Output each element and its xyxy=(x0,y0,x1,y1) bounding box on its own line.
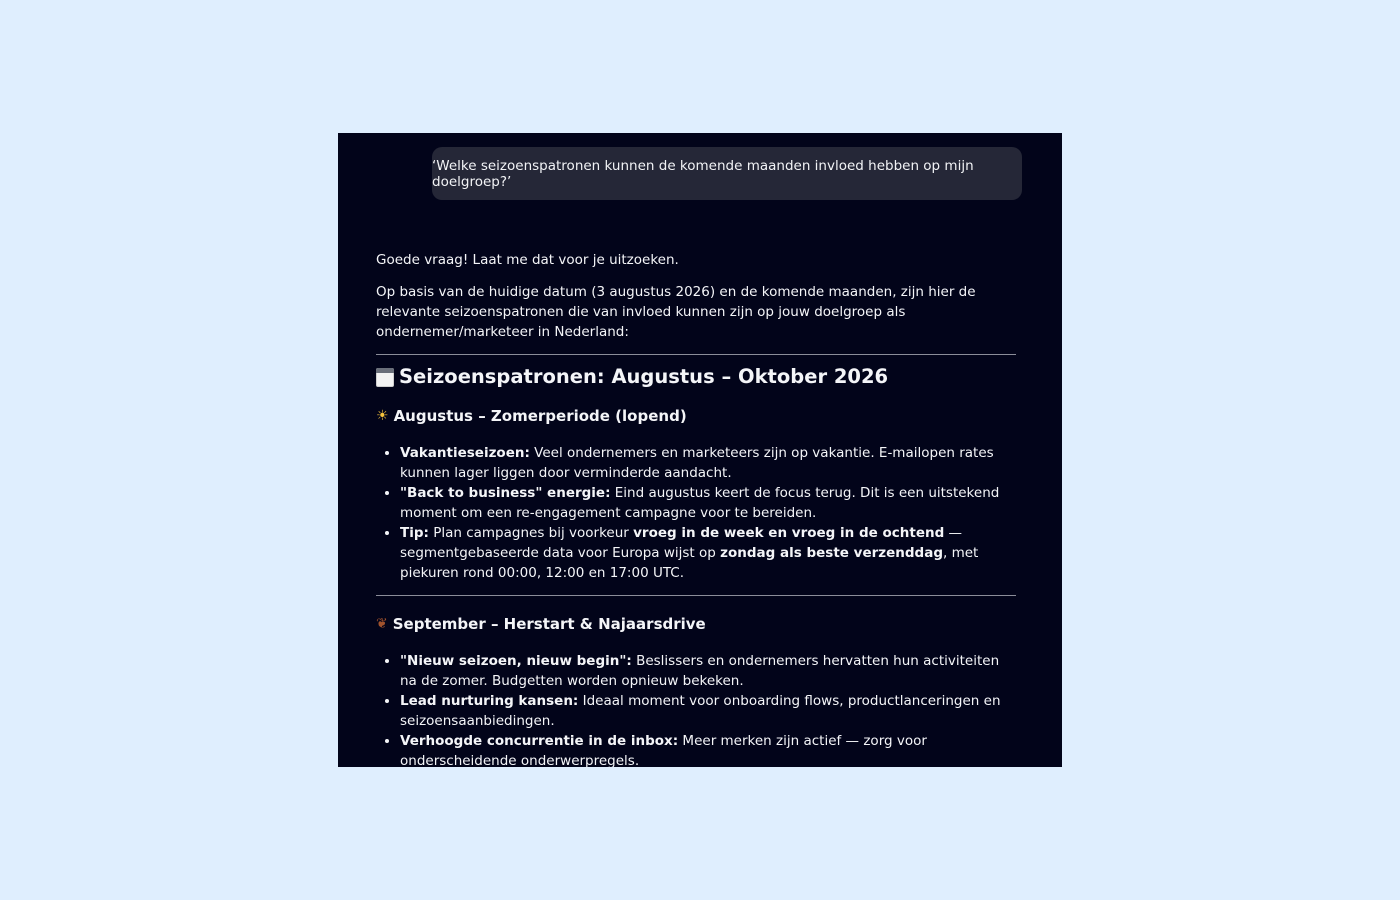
calendar-icon xyxy=(376,368,394,387)
leaf-icon: ❦ xyxy=(376,616,388,632)
section-heading xyxy=(376,365,1016,389)
august-list xyxy=(376,443,1016,583)
sun-icon: ☀ xyxy=(376,408,389,424)
subheading-august-text: Augustus – Zomerperiode (lopend) xyxy=(393,407,687,425)
september-list xyxy=(376,651,1016,767)
divider xyxy=(376,354,1016,355)
reply-context: Op basis van de huidige datum (3 augustus 2026) en de komende maanden, zijn hier de relevante seizoenspatronen die van invloed kunnen zijn op jouw doelgroep als ondernemer/marketeer in Nederland: xyxy=(376,284,976,340)
subheading-september xyxy=(376,614,1016,634)
user-message-bubble xyxy=(432,147,1022,200)
list-item: • Tip: Plan campagnes bij voorkeur vroeg in de week en vroeg in de ochtend — segmentgebaseerde data voor Europa wijst op zondag als beste verzenddag, met piekuren rond 00:00, 12:00 en 17:00 UTC. xyxy=(400,523,1016,583)
subheading-september-text: September – Herstart & Najaarsdrive xyxy=(392,615,706,633)
assistant-reply xyxy=(376,250,1016,767)
list-item: • Lead nurturing kansen: Ideaal moment voor onboarding flows, productlanceringen en seizoensaanbiedingen. xyxy=(400,691,1016,731)
subheading-august xyxy=(376,406,1016,426)
list-item: • Verhoogde concurrentie in de inbox: Meer merken zijn actief — zorg voor onderscheidende onderwerpregels. xyxy=(400,731,1016,767)
reply-intro: Goede vraag! Laat me dat voor je uitzoeken. xyxy=(376,252,679,268)
list-item: • "Nieuw seizoen, nieuw begin": Beslissers en ondernemers hervatten hun activiteiten na de zomer. Budgetten worden opnieuw bekeken. xyxy=(400,651,1016,691)
heading-text: Seizoenspatronen: Augustus – Oktober 2026 xyxy=(399,365,889,388)
list-item: • Vakantieseizoen: Veel ondernemers en marketeers zijn op vakantie. E-mailopen rates kunnen lager liggen door verminderde aandacht. xyxy=(400,443,1016,483)
divider xyxy=(376,595,1016,596)
user-message-text: ‘Welke seizoenspatronen kunnen de komende maanden invloed hebben op mijn doelgroep?’ xyxy=(432,157,974,190)
list-item: • "Back to business" energie: Eind augustus keert de focus terug. Dit is een uitstekend moment om een re-engagement campagne voor te bereiden. xyxy=(400,483,1016,523)
chat-panel xyxy=(338,133,1062,767)
